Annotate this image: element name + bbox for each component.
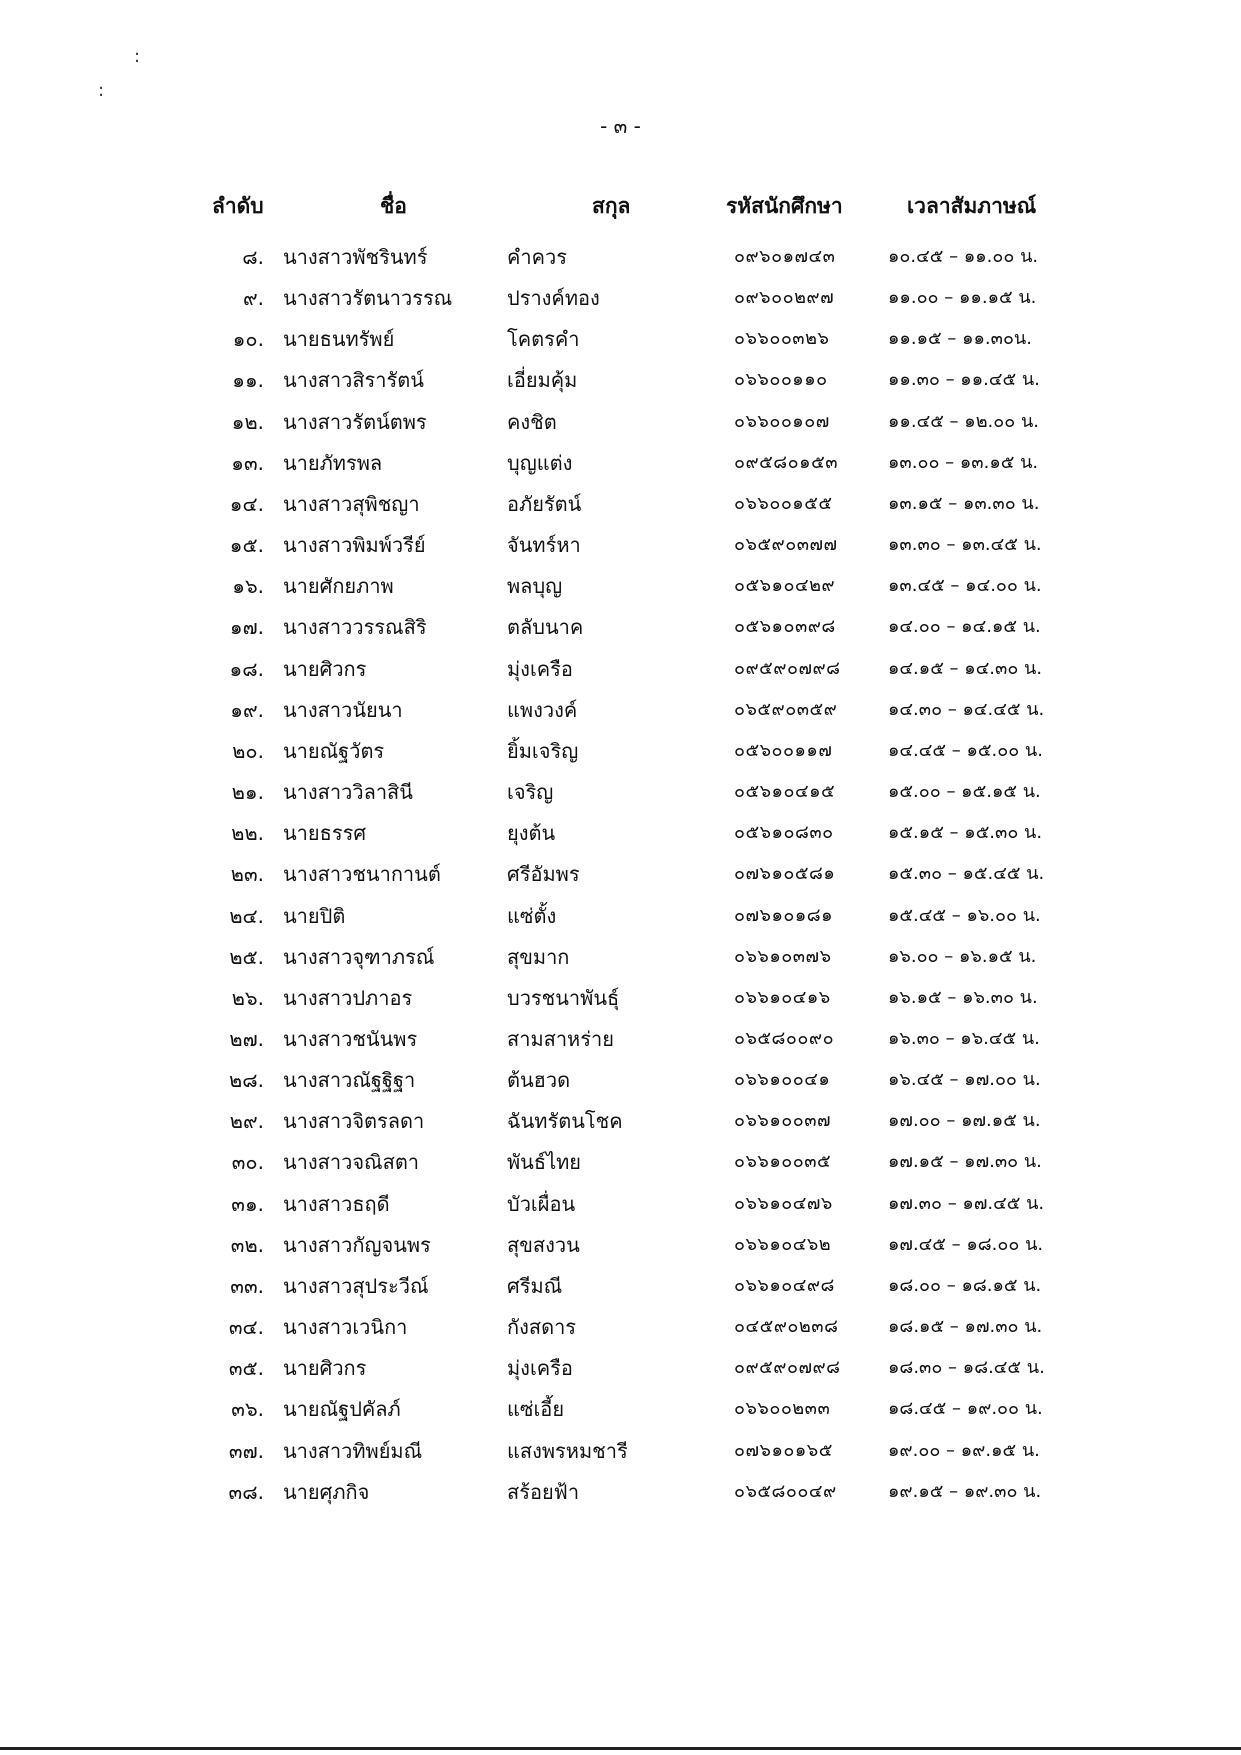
interview-time: ๑๘.๔๕ – ๑๙.๐๐ น. xyxy=(888,1398,1043,1420)
row-number: ๙. xyxy=(242,286,264,311)
table-row xyxy=(0,1058,1241,1099)
surname: สุขสงวน xyxy=(507,1232,580,1257)
interview-time: ๑๖.๓๐ – ๑๖.๔๕ น. xyxy=(888,1027,1040,1049)
first-name: นางสาวธฤดี xyxy=(283,1191,390,1216)
interview-time: ๑๔.๔๕ – ๑๕.๐๐ น. xyxy=(888,739,1043,761)
table-row xyxy=(0,647,1241,688)
first-name: นางสาววิลาสินี xyxy=(283,780,413,805)
student-id: ๐๖๖๑๐๔๖๒ xyxy=(734,1233,832,1255)
table-row xyxy=(0,276,1241,317)
surname: มุ่งเครือ xyxy=(507,656,573,681)
first-name: นายปิติ xyxy=(283,903,346,928)
row-number: ๒๖. xyxy=(231,985,264,1010)
table-row xyxy=(0,482,1241,523)
table-row xyxy=(0,1346,1241,1387)
first-name: นางสาวจิตรลดา xyxy=(283,1109,425,1134)
surname: ศรีอัมพร xyxy=(507,862,580,887)
first-name: นางสาวสุพิชญา xyxy=(283,491,420,516)
first-name: นายภัทรพล xyxy=(283,450,383,475)
student-id: ๐๗๖๑๐๑๘๑ xyxy=(734,904,834,926)
row-number: ๓๘. xyxy=(228,1479,264,1504)
table-row xyxy=(0,358,1241,399)
table-row xyxy=(0,894,1241,935)
interview-time: ๑๐.๔๕ – ๑๑.๐๐ น. xyxy=(888,246,1039,267)
interview-time: ๑๗.๓๐ – ๑๗.๔๕ น. xyxy=(888,1192,1045,1214)
student-id: ๐๔๕๙๐๒๓๘ xyxy=(734,1316,839,1338)
table-row xyxy=(0,852,1241,893)
row-number: ๒๐. xyxy=(232,738,264,763)
interview-time: ๑๑.๐๐ – ๑๑.๑๕ น. xyxy=(888,287,1037,309)
first-name: นางสาวทิพย์มณี xyxy=(283,1438,423,1463)
student-id: ๐๖๕๘๐๐๔๙ xyxy=(734,1480,837,1502)
surname: แซ่เอี้ย xyxy=(507,1397,565,1422)
student-id: ๐๖๖๑๐๐๓๗ xyxy=(734,1110,832,1132)
first-name: นายธรรศ xyxy=(283,821,367,846)
row-number: ๓๔. xyxy=(228,1315,264,1340)
table-row xyxy=(0,729,1241,770)
student-id: ๐๙๖๐๐๒๙๗ xyxy=(734,287,835,309)
interview-time: ๑๖.๔๕ – ๑๗.๐๐ น. xyxy=(888,1069,1041,1091)
surname: โคตรคำ xyxy=(507,327,580,352)
interview-time: ๑๓.๑๕ – ๑๓.๓๐ น. xyxy=(888,492,1040,514)
interview-time: ๑๖.๐๐ – ๑๖.๑๕ น. xyxy=(888,945,1037,967)
table-row xyxy=(0,976,1241,1017)
interview-time: ๑๑.๔๕ – ๑๒.๐๐ น. xyxy=(888,410,1039,432)
corner-mark-bottom: : xyxy=(98,80,105,101)
first-name: นายศิวกร xyxy=(283,656,367,681)
surname: พลบุญ xyxy=(507,574,563,599)
corner-mark-top: : xyxy=(134,46,141,67)
surname: อภัยรัตน์ xyxy=(507,491,582,516)
student-id: ๐๕๖๑๐๔๑๕ xyxy=(734,781,836,803)
row-number: ๓๖. xyxy=(231,1397,264,1422)
surname: ศรีมณี xyxy=(507,1273,563,1298)
row-number: ๑๓. xyxy=(231,450,264,475)
student-id: ๐๙๕๙๐๗๙๘ xyxy=(734,657,841,679)
table-row xyxy=(0,523,1241,564)
first-name: นางสาวรัตน์ตพร xyxy=(283,409,427,434)
bottom-rule xyxy=(0,1747,1241,1750)
row-number: ๑๔. xyxy=(229,491,264,516)
first-name: นางสาวจณิสตา xyxy=(283,1150,420,1175)
row-number: ๑๑. xyxy=(232,368,264,393)
table-row xyxy=(0,935,1241,976)
first-name: นายศักยภาพ xyxy=(283,574,394,599)
first-name: นางสาวชนากานต์ xyxy=(283,862,441,887)
surname: แพงวงค์ xyxy=(507,697,578,722)
first-name: นายณัฐวัตร xyxy=(283,738,385,763)
first-name: นายธนทรัพย์ xyxy=(283,327,395,352)
surname: แสงพรหมชารี xyxy=(507,1438,628,1463)
first-name: นางสาวสิรารัตน์ xyxy=(283,368,424,393)
surname: ต้นฮวด xyxy=(507,1068,571,1093)
first-name: นางสาวจุฑาภรณ์ xyxy=(283,944,435,969)
interview-time: ๑๗.๐๐ – ๑๗.๑๕ น. xyxy=(888,1110,1041,1132)
header-surname: สกุล xyxy=(592,194,631,218)
table-row xyxy=(0,235,1241,276)
header-no: ลำดับ xyxy=(212,194,264,218)
interview-table xyxy=(0,235,1241,1511)
interview-time: ๑๕.๑๕ – ๑๕.๓๐ น. xyxy=(888,822,1043,844)
student-id: ๐๖๕๙๐๓๗๗ xyxy=(734,534,838,556)
row-number: ๒๒. xyxy=(231,821,264,846)
interview-time: ๑๗.๔๕ – ๑๘.๐๐ น. xyxy=(888,1233,1044,1255)
student-id: ๐๖๕๙๐๓๕๙ xyxy=(734,698,838,720)
first-name: นางสาวสุประวีณ์ xyxy=(283,1273,429,1298)
student-id: ๐๖๖๐๐๑๐๗ xyxy=(734,410,830,432)
interview-time: ๑๕.๔๕ – ๑๖.๐๐ น. xyxy=(888,904,1041,926)
row-number: ๒๙. xyxy=(229,1109,264,1134)
row-number: ๑๘. xyxy=(229,656,264,681)
student-id: ๐๗๖๑๐๕๘๑ xyxy=(734,863,836,885)
first-name: นางสาวชนันพร xyxy=(283,1026,418,1051)
surname: มุ่งเครือ xyxy=(507,1356,573,1381)
student-id: ๐๖๖๑๐๓๗๖ xyxy=(734,945,832,967)
student-id: ๐๙๖๐๑๗๔๓ xyxy=(734,246,836,267)
first-name: นายณัฐปคัลภ์ xyxy=(283,1397,401,1422)
surname: เอี่ยมคุ้ม xyxy=(507,368,578,393)
row-number: ๓๗. xyxy=(228,1438,264,1463)
surname: สามสาหร่าย xyxy=(507,1026,614,1051)
surname: ยุงต้น xyxy=(507,821,556,846)
interview-time: ๑๘.๑๕ – ๑๗.๓๐ น. xyxy=(888,1316,1043,1338)
surname: บวรชนาพันธุ์ xyxy=(507,985,620,1010)
student-id: ๐๖๖๐๐๓๒๖ xyxy=(734,328,830,350)
student-id: ๐๕๖๑๐๘๓๐ xyxy=(734,822,834,844)
interview-time: ๑๖.๑๕ – ๑๖.๓๐ น. xyxy=(888,986,1038,1008)
row-number: ๑๐. xyxy=(232,327,264,352)
table-row xyxy=(0,1140,1241,1181)
interview-time: ๑๕.๐๐ – ๑๕.๑๕ น. xyxy=(888,781,1041,803)
interview-time: ๑๑.๓๐ – ๑๑.๔๕ น. xyxy=(888,369,1040,391)
table-row xyxy=(0,605,1241,646)
student-id: ๐๕๖๑๐๓๙๘ xyxy=(734,616,836,638)
table-row xyxy=(0,811,1241,852)
table-row xyxy=(0,441,1241,482)
table-row xyxy=(0,1223,1241,1264)
student-id: ๐๗๖๑๐๑๖๕ xyxy=(734,1439,833,1461)
surname: บุญแต่ง xyxy=(507,450,573,475)
surname: บัวเผื่อน xyxy=(507,1191,576,1216)
row-number: ๑๕. xyxy=(229,533,264,558)
row-number: ๓๐. xyxy=(231,1150,264,1175)
first-name: นางสาวกัญจนพร xyxy=(283,1232,431,1257)
surname: ยิ้มเจริญ xyxy=(507,738,579,763)
interview-time: ๑๔.๑๕ – ๑๔.๓๐ น. xyxy=(888,657,1043,679)
row-number: ๒๘. xyxy=(229,1068,264,1093)
interview-time: ๑๓.๓๐ – ๑๓.๔๕ น. xyxy=(888,534,1042,556)
student-id: ๐๖๖๑๐๔๗๖ xyxy=(734,1192,833,1214)
student-id: ๐๕๖๑๐๔๒๙ xyxy=(734,575,836,597)
first-name: นางสาวนัยนา xyxy=(283,697,403,722)
interview-time: ๑๙.๐๐ – ๑๙.๑๕ น. xyxy=(888,1439,1040,1461)
surname: ฉันทรัตนโชค xyxy=(507,1109,623,1134)
first-name: นางสาววรรณสิริ xyxy=(283,615,427,640)
first-name: นายศิวกร xyxy=(283,1356,367,1381)
table-row xyxy=(0,688,1241,729)
row-number: ๓๕. xyxy=(228,1356,264,1381)
row-number: ๘. xyxy=(242,245,264,269)
surname: คงชิต xyxy=(507,409,557,434)
table-row xyxy=(0,1387,1241,1428)
row-number: ๓๓. xyxy=(230,1273,264,1298)
row-number: ๑๙. xyxy=(230,697,264,722)
table-row xyxy=(0,1099,1241,1140)
student-id: ๐๖๖๑๐๐๔๑ xyxy=(734,1069,831,1091)
row-number: ๑๖. xyxy=(232,574,264,599)
student-id: ๐๕๖๐๐๑๑๗ xyxy=(734,739,833,761)
first-name: นายศุภกิจ xyxy=(283,1479,370,1504)
first-name: นางสาวพัชรินทร์ xyxy=(283,245,428,269)
interview-time: ๑๔.๐๐ – ๑๔.๑๕ น. xyxy=(888,616,1041,638)
student-id: ๐๖๕๘๐๐๙๐ xyxy=(734,1027,835,1049)
interview-time: ๑๘.๓๐ – ๑๘.๔๕ น. xyxy=(888,1357,1045,1379)
row-number: ๒๕. xyxy=(229,944,264,969)
row-number: ๒๑. xyxy=(231,780,264,805)
student-id: ๐๖๖๑๐๔๙๘ xyxy=(734,1274,835,1296)
table-row xyxy=(0,317,1241,358)
interview-time: ๑๙.๑๕ – ๑๙.๓๐ น. xyxy=(888,1480,1042,1502)
first-name: นางสาวรัตนาวรรณ xyxy=(283,286,453,311)
surname: พันธ์ไทย xyxy=(507,1150,582,1175)
row-number: ๒๔. xyxy=(229,903,264,928)
table-row xyxy=(0,1017,1241,1058)
row-number: ๑๗. xyxy=(229,615,264,640)
first-name: นางสาวพิมพ์วรีย์ xyxy=(283,533,426,558)
surname: คำควร xyxy=(507,245,567,269)
interview-time: ๑๕.๓๐ – ๑๕.๔๕ น. xyxy=(888,863,1045,885)
interview-time: ๑๘.๐๐ – ๑๘.๑๕ น. xyxy=(888,1274,1042,1296)
table-row xyxy=(0,770,1241,811)
row-number: ๒๓. xyxy=(230,862,264,887)
interview-time: ๑๓.๐๐ – ๑๓.๑๕ น. xyxy=(888,451,1039,473)
header-name: ชื่อ xyxy=(380,194,407,218)
table-row xyxy=(0,1264,1241,1305)
row-number: ๓๑. xyxy=(231,1191,264,1216)
student-id: ๐๖๖๐๐๑๑๐ xyxy=(734,369,828,391)
page-number: - ๓ - xyxy=(600,114,641,138)
header-student-id: รหัสนักศึกษา xyxy=(726,194,843,218)
surname: กังสดาร xyxy=(507,1315,577,1340)
student-id: ๐๙๕๙๐๗๙๘ xyxy=(734,1357,841,1379)
surname: ตลับนาค xyxy=(507,615,584,640)
row-number: ๒๗. xyxy=(229,1026,264,1051)
table-row xyxy=(0,400,1241,441)
student-id: ๐๖๖๐๐๒๓๓ xyxy=(734,1398,831,1420)
student-id: ๐๖๖๑๐๐๓๕ xyxy=(734,1151,832,1173)
interview-time: ๑๔.๓๐ – ๑๔.๔๕ น. xyxy=(888,698,1045,720)
surname: สร้อยฟ้า xyxy=(507,1479,580,1504)
surname: จันทร์หา xyxy=(507,533,581,558)
table-row xyxy=(0,1429,1241,1470)
surname: สุขมาก xyxy=(507,944,570,969)
surname: ปรางค์ทอง xyxy=(507,286,600,311)
interview-time: ๑๗.๑๕ – ๑๗.๓๐ น. xyxy=(888,1151,1042,1173)
first-name: นางสาวเวนิกา xyxy=(283,1315,408,1340)
header-interview-time: เวลาสัมภาษณ์ xyxy=(907,194,1037,218)
table-row xyxy=(0,1305,1241,1346)
surname: แซ่ตั้ง xyxy=(507,903,557,928)
first-name: นางสาวปภาอร xyxy=(283,985,413,1010)
row-number: ๓๒. xyxy=(230,1232,264,1257)
row-number: ๑๒. xyxy=(231,409,264,434)
interview-time: ๑๑.๑๕ – ๑๑.๓๐น. xyxy=(888,328,1032,350)
first-name: นางสาวณัฐฐิฐา xyxy=(283,1068,416,1093)
table-row xyxy=(0,564,1241,605)
interview-time: ๑๓.๔๕ – ๑๔.๐๐ น. xyxy=(888,575,1042,597)
table-row xyxy=(0,1470,1241,1511)
surname: เจริญ xyxy=(507,780,554,805)
student-id: ๐๖๖๐๐๑๕๕ xyxy=(734,492,833,514)
table-row xyxy=(0,1182,1241,1223)
student-id: ๐๙๕๘๐๑๕๓ xyxy=(734,451,839,473)
student-id: ๐๖๖๑๐๔๑๖ xyxy=(734,986,831,1008)
